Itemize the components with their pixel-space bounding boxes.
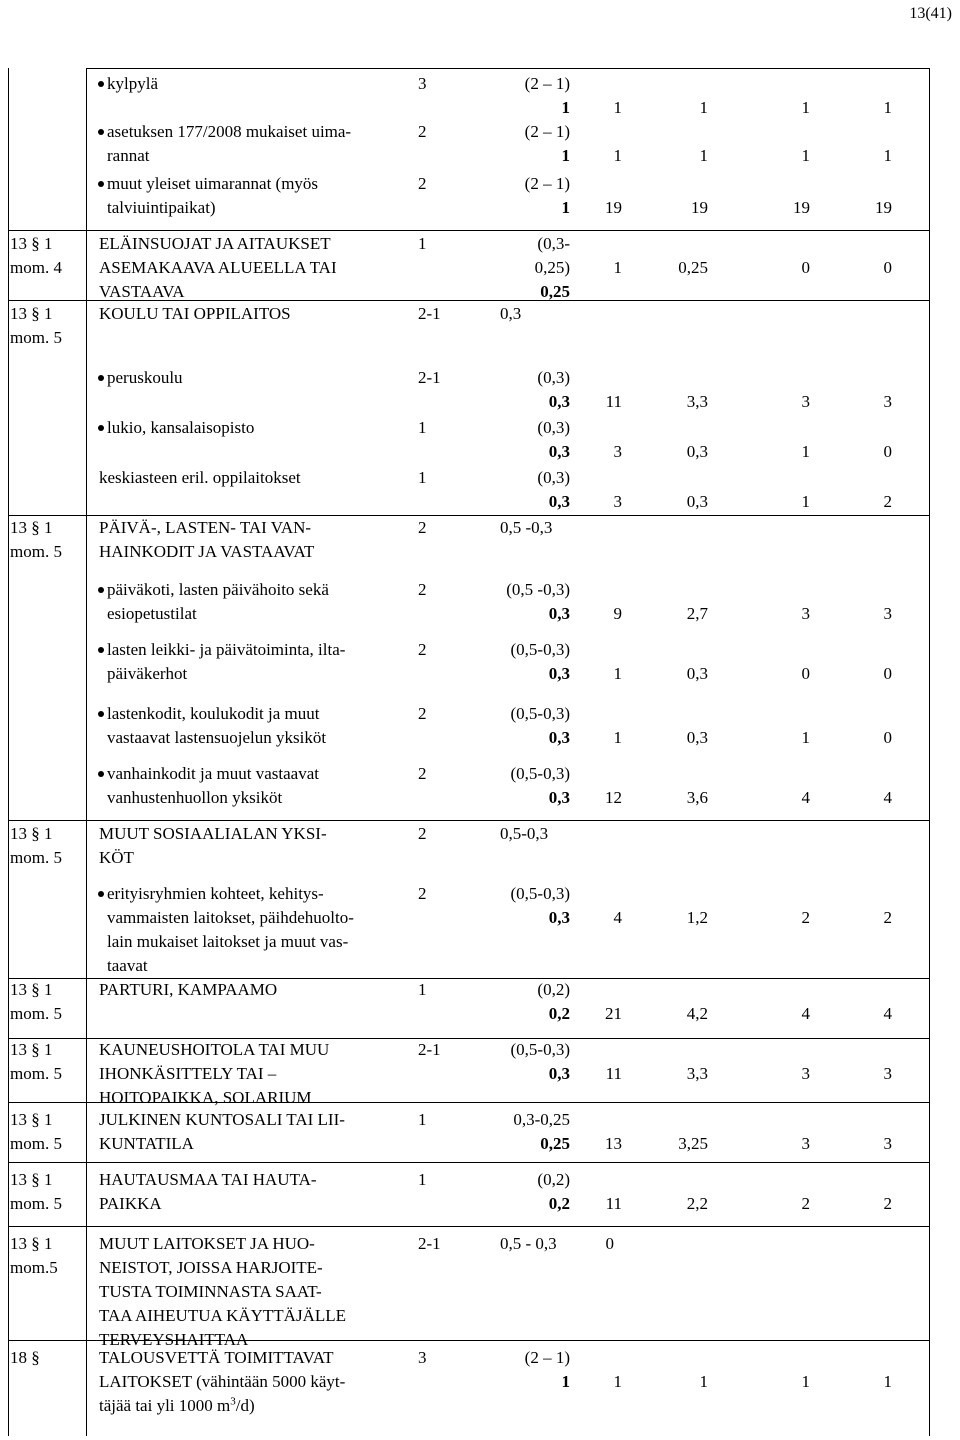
count-value-4: 4 bbox=[883, 1004, 892, 1023]
count-value-2: 0,3 bbox=[686, 728, 708, 747]
coefficient-value: (2 – 1) 1 bbox=[524, 1348, 570, 1391]
count-value-1: 1 bbox=[613, 1372, 622, 1391]
table-border-right bbox=[929, 68, 930, 1436]
class-value: 2-1 bbox=[418, 1040, 441, 1059]
item-label bbox=[99, 978, 399, 1002]
count-value-2: 1 bbox=[699, 1372, 708, 1391]
bullet-icon bbox=[98, 181, 104, 187]
class-value: 2 bbox=[418, 764, 427, 783]
count-value-2: 3,25 bbox=[678, 1134, 708, 1153]
count-value-2: 4,2 bbox=[686, 1004, 708, 1023]
coefficient-value: (0,5-0,3) 0,3 bbox=[510, 640, 570, 683]
count-value-2: 3,6 bbox=[686, 788, 708, 807]
count-value-2: 0,25 bbox=[678, 258, 708, 277]
bullet-icon bbox=[98, 771, 104, 777]
row-divider bbox=[8, 1226, 930, 1227]
count-value-4: 2 bbox=[883, 1194, 892, 1213]
section-reference: 13 § 1 mom. 5 bbox=[10, 518, 62, 561]
coefficient-value: (2 – 1) 1 bbox=[524, 122, 570, 165]
item-label bbox=[99, 1168, 399, 1216]
class-value: 2-1 bbox=[418, 304, 441, 323]
item-label bbox=[99, 232, 399, 304]
item-label bbox=[99, 1038, 399, 1110]
class-value: 2 bbox=[418, 174, 427, 193]
count-value-3: 1 bbox=[801, 728, 810, 747]
count-value-4: 0 bbox=[883, 442, 892, 461]
count-value-2: 0,3 bbox=[686, 664, 708, 683]
count-value-4: 2 bbox=[883, 908, 892, 927]
count-value-4: 1 bbox=[883, 146, 892, 165]
count-value-3: 1 bbox=[801, 1372, 810, 1391]
count-value-2: 1 bbox=[699, 146, 708, 165]
section-reference: 13 § 1 mom. 4 bbox=[10, 234, 62, 277]
coefficient-value: (0,2) 0,2 bbox=[537, 980, 570, 1023]
class-value: 1 bbox=[418, 468, 427, 487]
row-divider bbox=[8, 230, 930, 231]
count-value-1: 3 bbox=[613, 492, 622, 511]
count-value-1: 11 bbox=[605, 1064, 622, 1083]
count-value-1: 11 bbox=[605, 1194, 622, 1213]
item-label-text: JULKINEN KUNTOSALI TAI LII- KUNTATILA bbox=[99, 1110, 345, 1153]
bullet-icon bbox=[98, 711, 104, 717]
class-value: 2 bbox=[418, 640, 427, 659]
count-value-2: 3,3 bbox=[686, 392, 708, 411]
item-label-text: TALOUSVETTÄ TOIMITTAVAT LAITOKSET (vähintään 5000 käyt- täjää tai yli 1000 $m^3/d$) bbox=[99, 1348, 346, 1415]
count-value-1: 9 bbox=[613, 604, 622, 623]
item-label bbox=[98, 416, 398, 440]
item-label bbox=[99, 302, 399, 326]
count-value-4: 0 bbox=[883, 258, 892, 277]
class-value: 3 bbox=[418, 1348, 427, 1367]
count-value-1: 1 bbox=[613, 146, 622, 165]
count-value-4: 4 bbox=[883, 788, 892, 807]
count-value-1: 12 bbox=[605, 788, 622, 807]
count-value-4: 0 bbox=[883, 728, 892, 747]
bullet-icon bbox=[98, 375, 104, 381]
coefficient-value: (0,2) 0,2 bbox=[537, 1170, 570, 1213]
coefficient-value: 0,3-0,25 0,25 bbox=[513, 1110, 570, 1153]
count-value-2: 2,7 bbox=[686, 604, 708, 623]
count-value-1: 11 bbox=[605, 392, 622, 411]
class-value: 3 bbox=[418, 74, 427, 93]
item-label-text: keskiasteen eril. oppilaitokset bbox=[99, 468, 301, 487]
coefficient-value: (0,3) 0,3 bbox=[537, 368, 570, 411]
class-value: 2 bbox=[418, 704, 427, 723]
bullet-icon bbox=[98, 891, 104, 897]
row-divider bbox=[8, 820, 930, 821]
coefficient-value: (2 – 1) 1 bbox=[524, 74, 570, 117]
coefficient-value: 0,3 bbox=[500, 304, 522, 323]
count-value-3: 3 bbox=[801, 392, 810, 411]
item-label bbox=[98, 366, 398, 390]
count-value-1: 1 bbox=[613, 728, 622, 747]
coefficient-value: (0,5-0,3) 0,3 bbox=[510, 884, 570, 927]
item-label-text: erityisryhmien kohteet, kehitys- vammaisten laitokset, päihdehuolto- lain mukaiset laitokset ja muut vas- taavat bbox=[107, 884, 354, 975]
coefficient-value: 0,5 -0,3 bbox=[500, 518, 553, 537]
section-reference: 13 § 1 mom. 5 bbox=[10, 1040, 62, 1083]
bullet-icon bbox=[98, 587, 104, 593]
count-value-2: 0,3 bbox=[686, 492, 708, 511]
section-reference: 13 § 1 mom.5 bbox=[10, 1234, 58, 1277]
count-value-4: 1 bbox=[883, 1372, 892, 1391]
count-value-4: 3 bbox=[883, 1134, 892, 1153]
section-reference: 13 § 1 mom. 5 bbox=[10, 1110, 62, 1153]
count-value-3: 19 bbox=[793, 198, 810, 217]
class-value: 1 bbox=[418, 1110, 427, 1129]
bullet-icon bbox=[98, 647, 104, 653]
item-label-text: kylpylä bbox=[107, 74, 158, 93]
bullet-icon bbox=[98, 425, 104, 431]
class-value: 2 bbox=[418, 884, 427, 903]
class-value: 2-1 bbox=[418, 368, 441, 387]
count-value-1: 1 bbox=[613, 98, 622, 117]
section-reference: 13 § 1 mom. 5 bbox=[10, 1170, 62, 1213]
item-label-text: KAUNEUSHOITOLA TAI MUU IHONKÄSITTELY TAI – HOITOPAIKKA, SOLARIUM bbox=[99, 1040, 330, 1107]
coefficient-extra: 0 bbox=[605, 1234, 614, 1253]
count-value-3: 3 bbox=[801, 1134, 810, 1153]
count-value-2: 1 bbox=[699, 98, 708, 117]
item-label-text: ELÄINSUOJAT JA AITAUKSET ASEMAKAAVA ALUEELLA TAI VASTAAVA bbox=[99, 234, 337, 301]
class-value: 2-1 bbox=[418, 1234, 441, 1253]
count-value-3: 2 bbox=[801, 908, 810, 927]
item-label-text: PÄIVÄ-, LASTEN- TAI VAN- HAINKODIT JA VASTAAVAT bbox=[99, 518, 315, 561]
table-border-left bbox=[8, 68, 9, 1436]
count-value-3: 0 bbox=[801, 664, 810, 683]
class-value: 2 bbox=[418, 580, 427, 599]
coefficient-value: (2 – 1) 1 bbox=[524, 174, 570, 217]
section-reference: 18 § bbox=[10, 1348, 40, 1367]
coefficient-value: (0,3) 0,3 bbox=[537, 418, 570, 461]
coefficient-value: 0,5 - 0,3 bbox=[500, 1234, 557, 1253]
item-label bbox=[98, 638, 398, 686]
class-value: 1 bbox=[418, 980, 427, 999]
count-value-1: 21 bbox=[605, 1004, 622, 1023]
count-value-3: 1 bbox=[801, 492, 810, 511]
count-value-2: 0,3 bbox=[686, 442, 708, 461]
count-value-1: 19 bbox=[605, 198, 622, 217]
count-value-1: 4 bbox=[613, 908, 622, 927]
section-reference: 13 § 1 mom. 5 bbox=[10, 304, 62, 347]
item-label bbox=[99, 822, 399, 870]
count-value-3: 2 bbox=[801, 1194, 810, 1213]
count-value-3: 1 bbox=[801, 146, 810, 165]
coefficient-value: (0,5-0,3) 0,3 bbox=[510, 764, 570, 807]
count-value-3: 1 bbox=[801, 442, 810, 461]
item-label bbox=[99, 1346, 399, 1418]
count-value-1: 1 bbox=[613, 664, 622, 683]
count-value-3: 1 bbox=[801, 98, 810, 117]
item-label-text: MUUT SOSIAALIALAN YKSI- KÖT bbox=[99, 824, 327, 867]
class-value: 1 bbox=[418, 418, 427, 437]
item-label-text: MUUT LAITOKSET JA HUO- NEISTOT, JOISSA HARJOITE- TUSTA TOIMINNASTA SAAT- TAA AIHEUTUA KÄYTTÄJÄLLE TERVEYSHAITTAA bbox=[99, 1234, 346, 1349]
item-label bbox=[98, 882, 398, 978]
item-label-text: KOULU TAI OPPILAITOS bbox=[99, 304, 291, 323]
item-label-text: peruskoulu bbox=[107, 368, 183, 387]
bullet-icon bbox=[98, 129, 104, 135]
item-label bbox=[98, 120, 398, 168]
item-label bbox=[98, 762, 398, 810]
coefficient-value: (0,5-0,3) 0,3 bbox=[510, 704, 570, 747]
count-value-3: 4 bbox=[801, 1004, 810, 1023]
count-value-3: 0 bbox=[801, 258, 810, 277]
item-label-text: lasten leikki- ja päivätoiminta, ilta- päiväkerhot bbox=[107, 640, 346, 683]
count-value-2: 3,3 bbox=[686, 1064, 708, 1083]
coefficient-value: (0,5-0,3) 0,3 bbox=[510, 1040, 570, 1083]
count-value-4: 0 bbox=[883, 664, 892, 683]
item-label bbox=[99, 516, 399, 564]
count-value-1: 3 bbox=[613, 442, 622, 461]
count-value-4: 2 bbox=[883, 492, 892, 511]
class-value: 2 bbox=[418, 518, 427, 537]
count-value-4: 1 bbox=[883, 98, 892, 117]
row-divider bbox=[8, 1162, 930, 1163]
section-reference: 13 § 1 mom. 5 bbox=[10, 824, 62, 867]
count-value-4: 3 bbox=[883, 604, 892, 623]
coefficient-value: (0,3- 0,25) 0,25 bbox=[534, 234, 570, 301]
count-value-3: 3 bbox=[801, 604, 810, 623]
item-label bbox=[98, 72, 398, 96]
item-label-text: asetuksen 177/2008 mukaiset uima- rannat bbox=[107, 122, 352, 165]
class-value: 1 bbox=[418, 1170, 427, 1189]
count-value-2: 1,2 bbox=[686, 908, 708, 927]
class-value: 2 bbox=[418, 824, 427, 843]
count-value-4: 3 bbox=[883, 392, 892, 411]
count-value-1: 13 bbox=[605, 1134, 622, 1153]
page-number: 13(41) bbox=[909, 5, 952, 22]
item-label bbox=[99, 466, 399, 490]
count-value-2: 19 bbox=[691, 198, 708, 217]
item-label bbox=[99, 1108, 399, 1156]
item-label-text: PARTURI, KAMPAAMO bbox=[99, 980, 278, 999]
item-label bbox=[99, 1232, 399, 1352]
item-label-text: muut yleiset uimarannat (myös talviuintipaikat) bbox=[107, 174, 319, 217]
count-value-4: 19 bbox=[875, 198, 892, 217]
table-border-top bbox=[86, 68, 930, 69]
class-value: 2 bbox=[418, 122, 427, 141]
item-label-text: vanhainkodit ja muut vastaavat vanhustenhuollon yksiköt bbox=[107, 764, 319, 807]
item-label-text: HAUTAUSMAA TAI HAUTA- PAIKKA bbox=[99, 1170, 317, 1213]
count-value-1: 1 bbox=[613, 258, 622, 277]
item-label bbox=[98, 172, 398, 220]
item-label-text: päiväkoti, lasten päivähoito sekä esiopetustilat bbox=[107, 580, 329, 623]
class-value: 1 bbox=[418, 234, 427, 253]
count-value-2: 2,2 bbox=[686, 1194, 708, 1213]
coefficient-value: 0,5-0,3 bbox=[500, 824, 549, 843]
item-label-text: lukio, kansalaisopisto bbox=[107, 418, 255, 437]
section-reference: 13 § 1 mom. 5 bbox=[10, 980, 62, 1023]
count-value-4: 3 bbox=[883, 1064, 892, 1083]
bullet-icon bbox=[98, 81, 104, 87]
count-value-3: 4 bbox=[801, 788, 810, 807]
item-label-text: lastenkodit, koulukodit ja muut vastaavat lastensuojelun yksiköt bbox=[107, 704, 327, 747]
coefficient-value: (0,3) 0,3 bbox=[537, 468, 570, 511]
count-value-3: 3 bbox=[801, 1064, 810, 1083]
item-label bbox=[98, 702, 398, 750]
coefficient-value: (0,5 -0,3) 0,3 bbox=[506, 580, 570, 623]
item-label bbox=[98, 578, 398, 626]
